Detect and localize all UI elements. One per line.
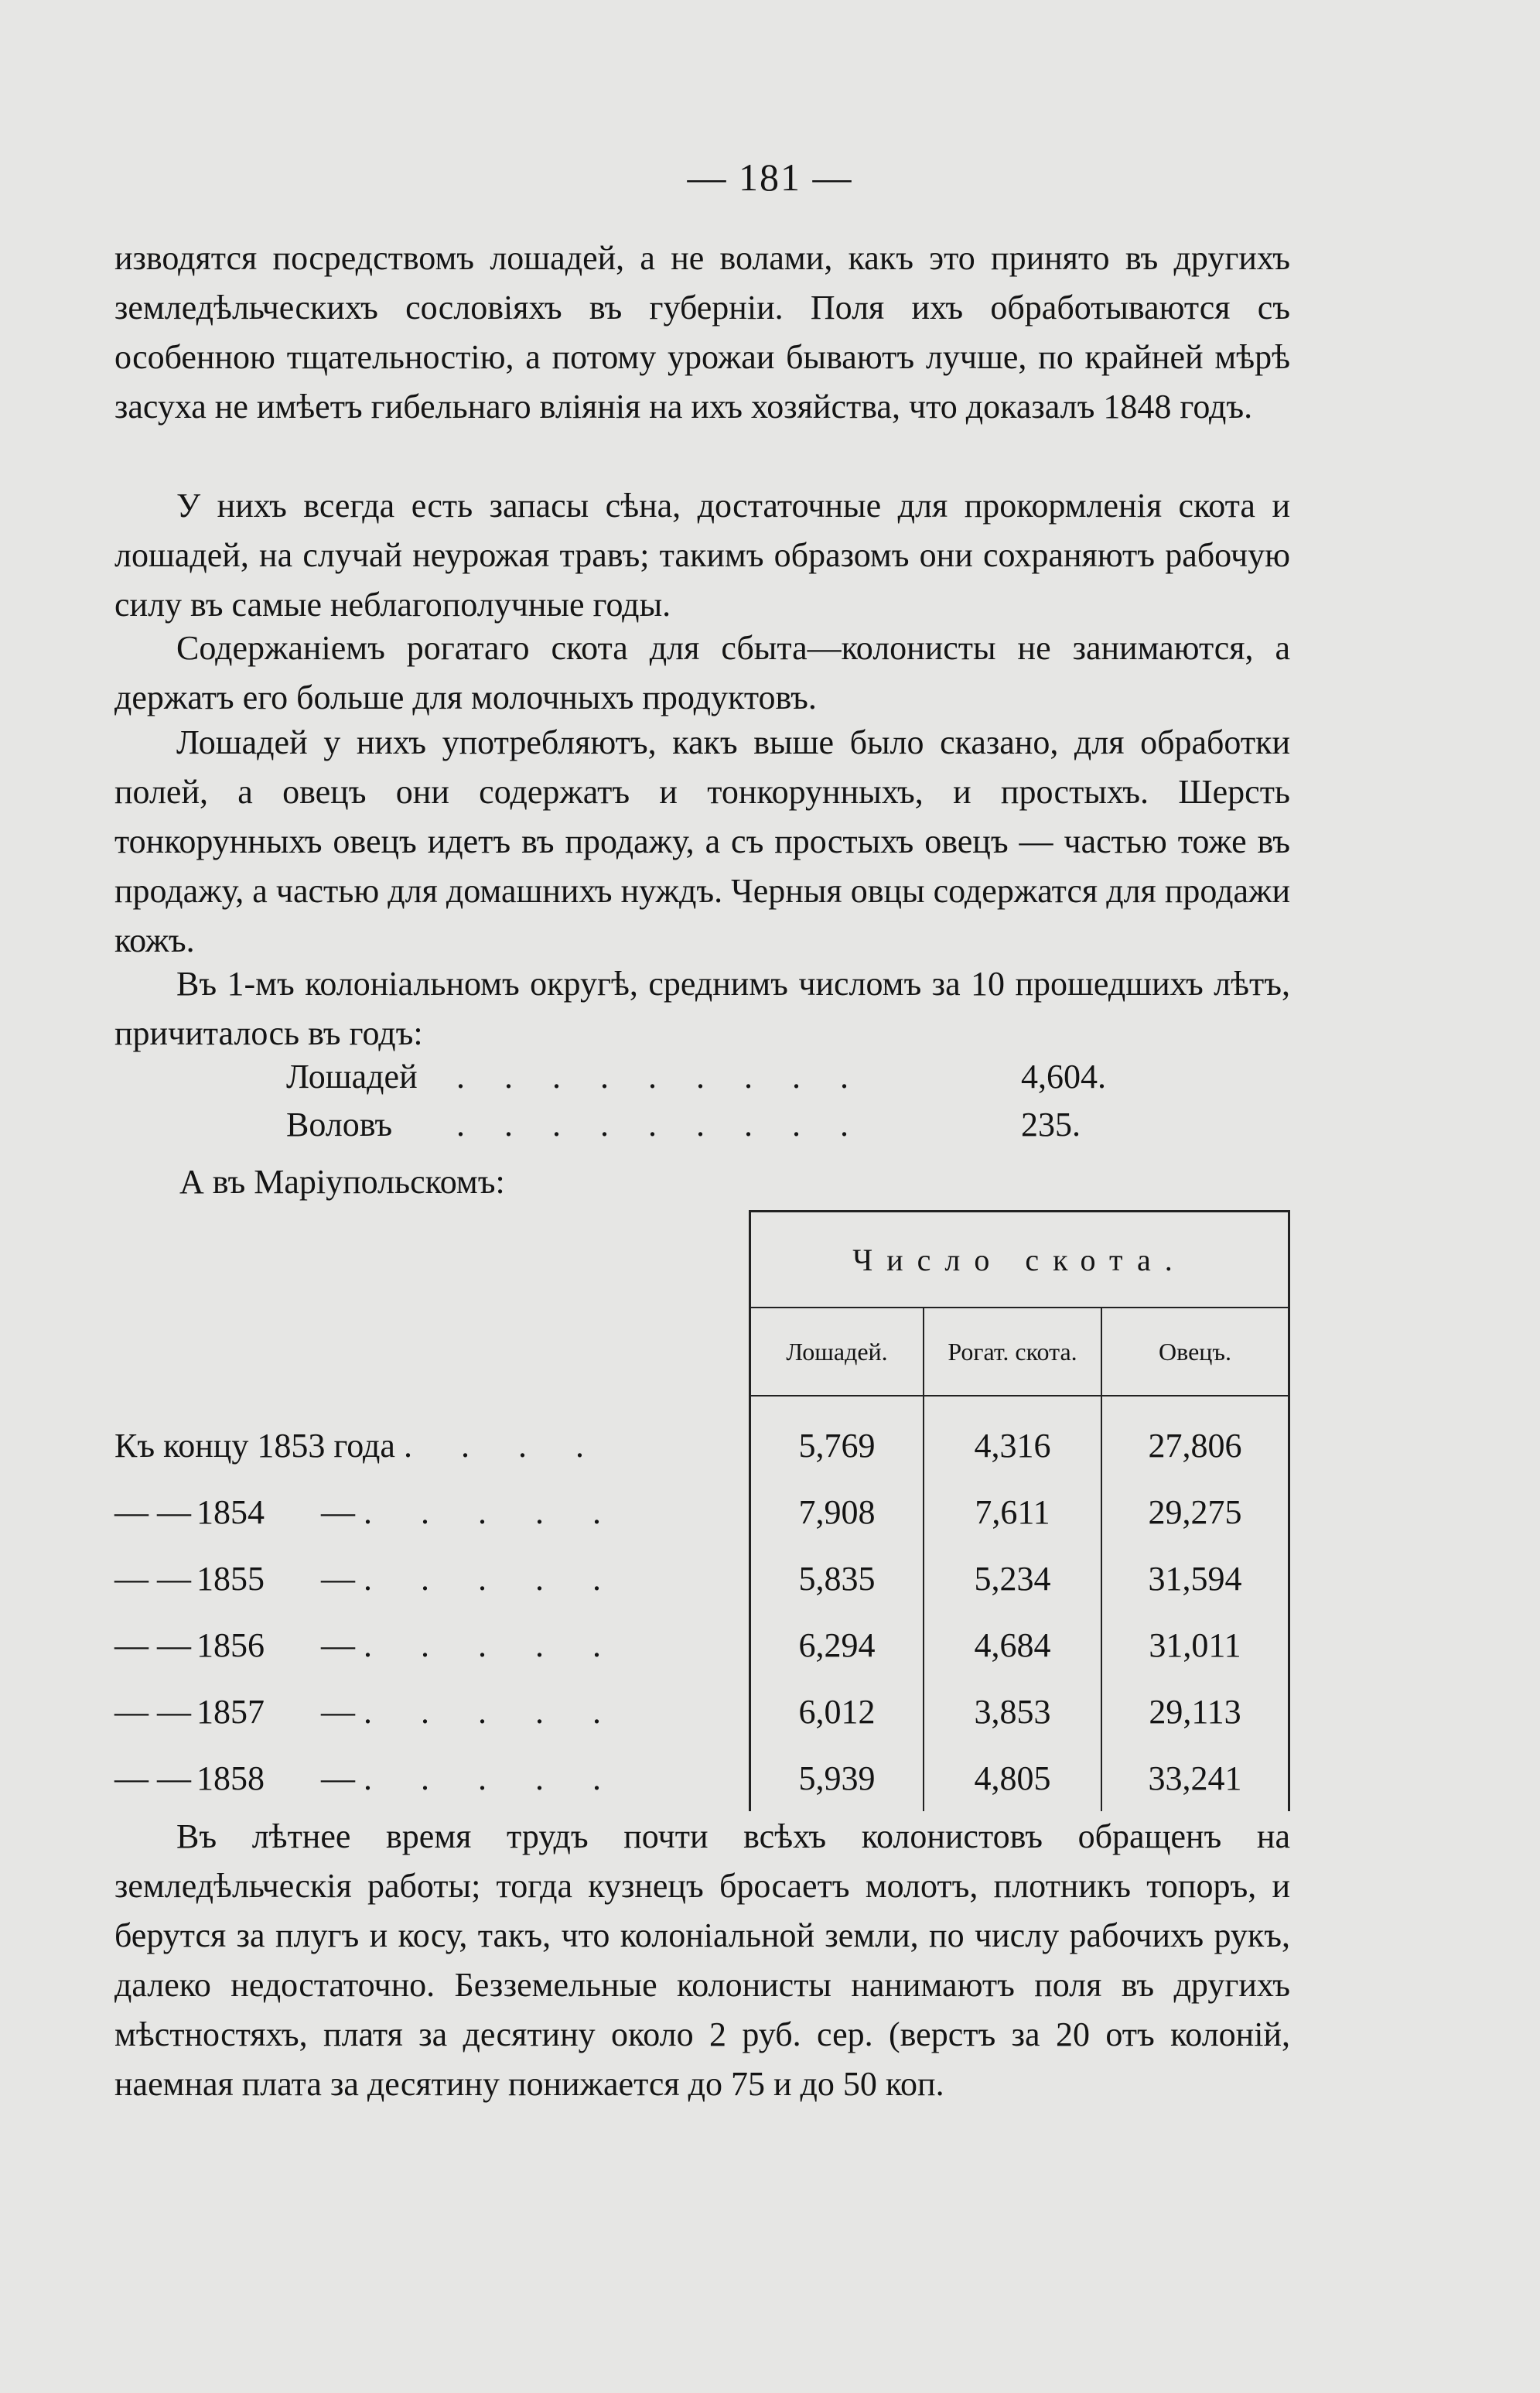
row-suffix: —: [321, 1626, 355, 1664]
row-suffix: —: [321, 1759, 355, 1797]
column-header: Лошадей.: [750, 1308, 924, 1396]
list-value: 235.: [1021, 1106, 1081, 1144]
leader-dots: . . . . . . . . .: [456, 1058, 864, 1096]
table-row: [114, 1612, 1289, 1678]
list-item-horses: [286, 1052, 1106, 1102]
leader-dots: . . . . .: [364, 1492, 621, 1531]
paragraph-5: Въ 1-мъ колоніальномъ округѣ, среднимъ числомъ за 10 прошедшихъ лѣтъ, причиталось въ годъ:: [114, 965, 1290, 1052]
row-year: 1858: [196, 1759, 265, 1797]
row-year: 1857: [196, 1692, 265, 1731]
paragraph-4: Лошадей у нихъ употребляютъ, какъ выше было сказано, для обработки полей, а овецъ они содержатъ и тонкорунныхъ, и простыхъ. Шерсть тонкорунныхъ овецъ идетъ въ продажу, а съ простыхъ овецъ — частью тоже въ продажу, а частью для домашнихъ нуждъ. Черныя овцы содержатся для продажи кожъ.: [114, 723, 1290, 959]
table-cell: 4,805: [924, 1745, 1101, 1811]
row-prefix: — —: [114, 1492, 191, 1531]
paragraph-3: Содержаніемъ рогатаго скота для сбыта—колонисты не занимаются, а держатъ его больше для молочныхъ продуктовъ.: [114, 629, 1290, 716]
row-year: 1854: [196, 1492, 265, 1531]
leader-dots: . . . . .: [364, 1626, 621, 1664]
table-cell: 31,011: [1101, 1612, 1289, 1678]
table-header: Число скота.: [750, 1212, 1289, 1308]
row-year: 1855: [196, 1559, 265, 1598]
livestock-table: [114, 1210, 1290, 1811]
leader-dots: . . . .: [403, 1426, 604, 1465]
table-cell: 5,939: [750, 1745, 924, 1811]
row-suffix: —: [321, 1692, 355, 1731]
table-cell: 33,241: [1101, 1745, 1289, 1811]
table-cell: 27,806: [1101, 1412, 1289, 1479]
table-cell: 7,611: [924, 1479, 1101, 1545]
page-number: — 181 —: [687, 156, 853, 199]
paragraph-mariupol: А въ Маріупольскомъ:: [179, 1163, 505, 1201]
list-value: 4,604.: [1021, 1058, 1106, 1096]
leader-dots: . . . . .: [364, 1559, 621, 1598]
table-row: [114, 1412, 1289, 1479]
table-cell: 5,234: [924, 1545, 1101, 1612]
paragraph-1: изводятся посредствомъ лошадей, а не волами, какъ это принято въ другихъ земледѣльческихъ сословіяхъ въ губерніи. Поля ихъ обработываются съ особенною тщательностію, а потому урожаи бываютъ лучше, по крайней мѣрѣ засуха не имѣетъ гибельнаго вліянія на ихъ хозяйства, что доказалъ 1848 годъ.: [114, 239, 1290, 426]
table-cell: 5,835: [750, 1545, 924, 1612]
row-prefix: Къ концу: [114, 1426, 249, 1465]
row-prefix: — —: [114, 1626, 191, 1664]
leader-dots: . . . . .: [364, 1692, 621, 1731]
table-cell: 5,769: [750, 1412, 924, 1479]
table-row: [114, 1545, 1289, 1612]
row-year: 1853: [257, 1426, 326, 1465]
list-item-oxen: [286, 1100, 1081, 1150]
table-row: [114, 1678, 1289, 1745]
table-cell: 31,594: [1101, 1545, 1289, 1612]
table-cell: 29,275: [1101, 1479, 1289, 1545]
table-cell: 6,012: [750, 1678, 924, 1745]
table-cell: 4,684: [924, 1612, 1101, 1678]
row-prefix: — —: [114, 1692, 191, 1731]
table-cell: 4,316: [924, 1412, 1101, 1479]
row-prefix: — —: [114, 1559, 191, 1598]
row-year: 1856: [196, 1626, 265, 1664]
paragraph-2: У нихъ всегда есть запасы сѣна, достаточные для прокормленія скота и лошадей, на случай неурожая травъ; такимъ образомъ они сохраняютъ рабочую силу въ самые неблагополучные годы.: [114, 487, 1290, 624]
row-suffix: —: [321, 1492, 355, 1531]
list-label: Лошадей: [286, 1058, 418, 1096]
row-suffix: года: [333, 1426, 395, 1465]
table-cell: 3,853: [924, 1678, 1101, 1745]
table-cell: 7,908: [750, 1479, 924, 1545]
paragraph-7: Въ лѣтнее время трудъ почти всѣхъ колонистовъ обращенъ на земледѣльческія работы; тогда кузнецъ бросаетъ молотъ, плотникъ топоръ, и берутся за плугъ и косу, такъ, что колоніальной земли, по числу рабочихъ рукъ, далеко недостаточно. Безземельные колонисты нанимаютъ поля въ другихъ мѣстностяхъ, платя за десятину около 2 руб. сер. (верстъ за 20 отъ колоній, наемная плата за десятину понижается до 75 и до 50 коп.: [114, 1817, 1290, 2103]
table-row: [114, 1479, 1289, 1545]
table-cell: 6,294: [750, 1612, 924, 1678]
table-row: [114, 1745, 1289, 1811]
row-prefix: — —: [114, 1759, 191, 1797]
column-header: Рогат. скота.: [924, 1308, 1101, 1396]
table-cell: 29,113: [1101, 1678, 1289, 1745]
list-label: Воловъ: [286, 1106, 393, 1144]
row-suffix: —: [321, 1559, 355, 1598]
leader-dots: . . . . . . . . .: [456, 1106, 864, 1144]
leader-dots: . . . . .: [364, 1759, 621, 1797]
column-header: Овецъ.: [1101, 1308, 1289, 1396]
